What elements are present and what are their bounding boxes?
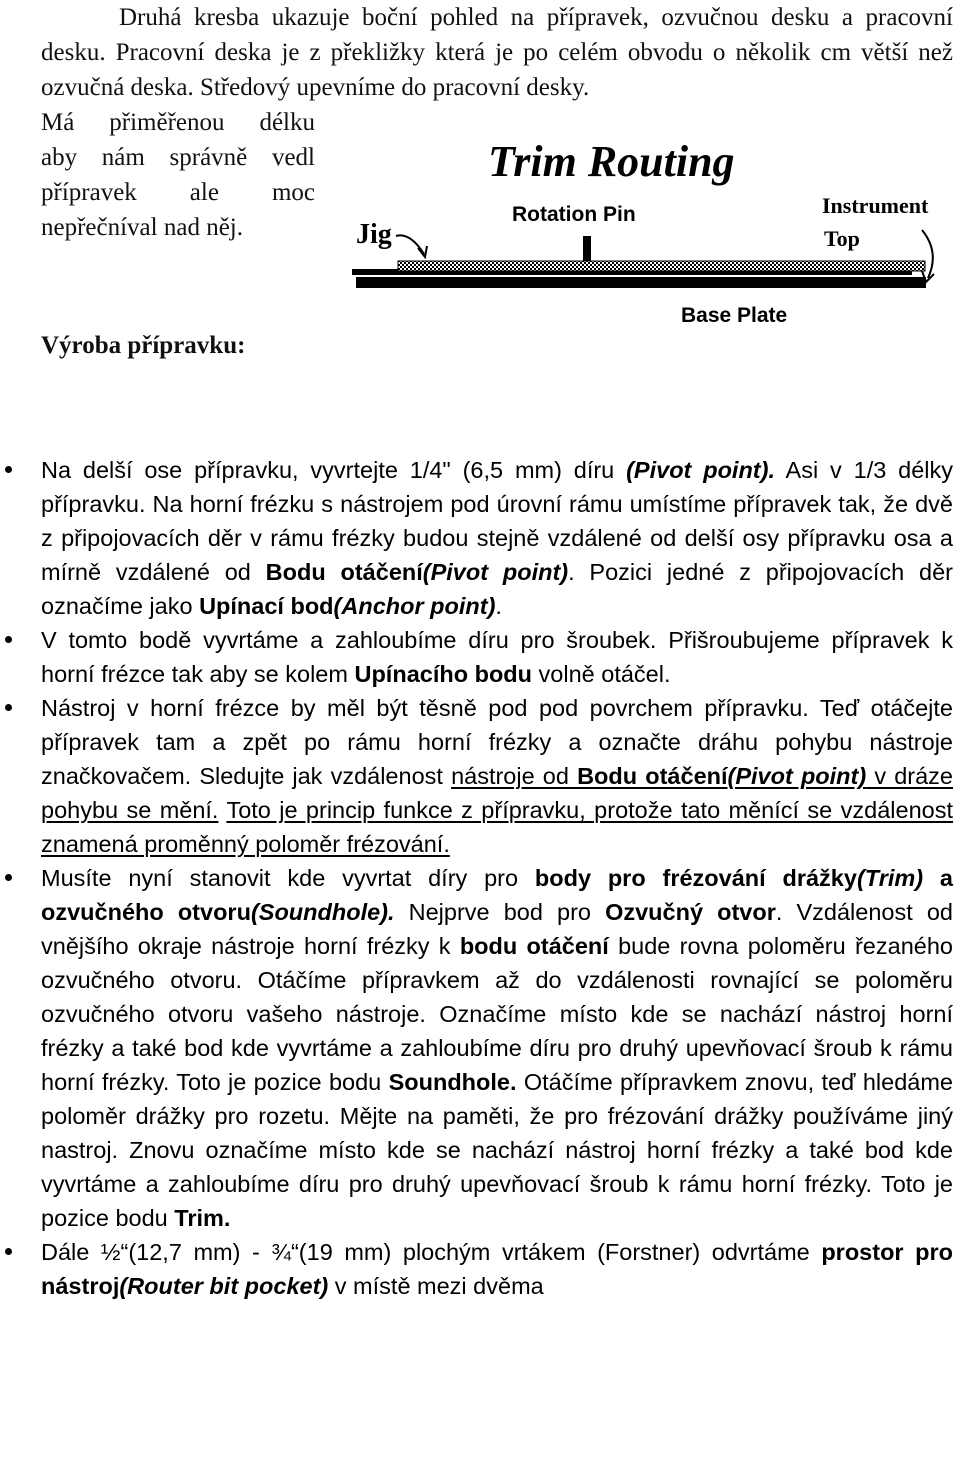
intro-side-line: přípravek ale moc [41,179,315,206]
list-item: Musíte nyní stanovit kde vyvrtat díry pro body pro frézování drážky(Trim) a ozvučného otvoru(Soundhole). Nejprve bod pro Ozvučný otvor. Vzdálenost od vnějšího okraje nástroje horní frézky k bodu otáčení bude rovna poloměru řezaného ozvučného otvoru. Otáčíme přípravkem až do vzdálenosti rovnající se poloměru ozvučného otvoru vašeho nástroje. Označíme místo kde se nachází nástroj horní frézky a také bod kde vyvrtáme a zahloubíme díru pro druhý upevňovací šroub k rámu horní frézky. Toto je pozice bodu Soundhole. Otáčíme přípravkem znovu, teď hledáme poloměr drážky pro rozetu. Mějte na paměti, že pro frézování drážky používáme jiný nastroj. Znovu označíme místo kde se nachází nástroj horní frézky a také bod kde vyvrtáme a zahloubíme díru pro druhý upevňovací šroub k rámu horní frézky. Toto je pozice bodu Trim. [41,861,953,1235]
label-instrument: Instrument [822,193,929,218]
list-item: Dále ½“(12,7 mm) - ¾“(19 mm) plochým vrtákem (Forstner) odvrtáme prostor pro nástroj(Router bit pocket) v místě mezi dvěma [41,1235,953,1303]
label-top: Top [824,226,860,251]
intro-side-line: Má přiměřenou délku [41,109,315,136]
list-item: Nástroj v horní frézce by měl být těsně pod pod povrchem přípravku. Teď otáčejte přípravek tam a zpět po rámu horní frézky a označte dráhu pohybu nástroje značkovačem. Sledujte jak vzdálenost nástroje od Bodu otáčení(Pivot point) v dráze pohybu se mění. Toto je princip funkce z přípravku, protože tato měnící se vzdálenost znamená proměnný poloměr frézování. [41,691,953,861]
base-plate [356,277,926,288]
section-heading: Výroba přípravku: [41,332,246,359]
trim-routing-diagram [348,130,960,340]
intro-text: Druhá kresba ukazuje boční pohled na přípravek, ozvučnou desku a pracovní desku. Pracovní deska je z překližky která je po celém obvodu o několik cm větší než ozvučná deska. Středový upevníme do pracovní desky. [41,4,953,101]
instrument-top [398,261,925,271]
intro-side-line: nepřečníval nad něj. [41,214,243,241]
label-jig: Jig [356,219,392,250]
label-base-plate: Base Plate [681,304,788,327]
diagram-title: Trim Routing [488,137,735,186]
list-item: V tomto bodě vyvrtáme a zahloubíme díru pro šroubek. Přišroubujeme přípravek k horní frézce tak aby se kolem Upínacího bodu volně otáčel. [41,623,953,691]
intro-paragraph [41,0,953,105]
instruction-list [41,453,953,1303]
intro-side-text [41,105,315,245]
intro-side-line: aby nám správně vedl [41,144,315,171]
list-item: Na delší ose přípravku, vyvrtejte 1/4" (6,5 mm) díru (Pivot point). Asi v 1/3 délky přípravku. Na horní frézku s nástrojem pod úrovní rámu umístíme přípravek tak, že dvě z připojovacích děr v rámu frézky budou stejně vzdálené od delší osy přípravku osa a mírně vzdálené od Bodu otáčení(Pivot point). Pozici jedné z připojovacích děr označíme jako Upínací bod(Anchor point). [41,453,953,623]
label-rotation-pin: Rotation Pin [512,203,636,226]
